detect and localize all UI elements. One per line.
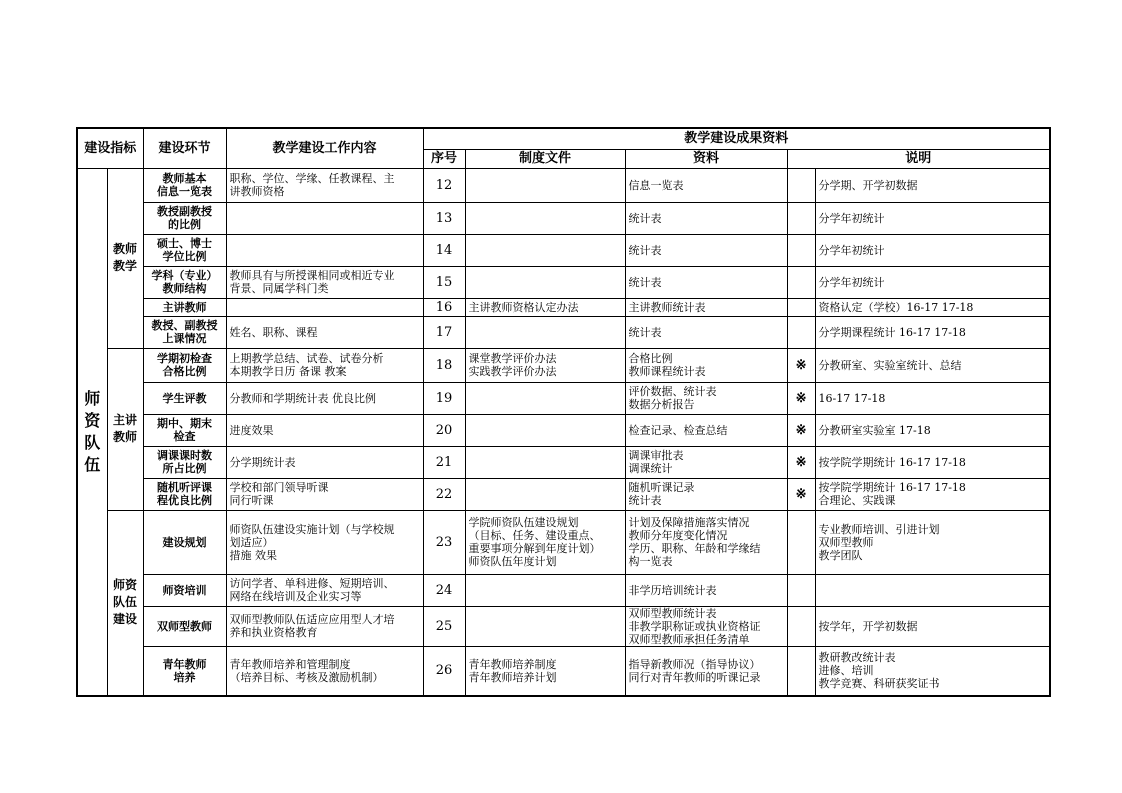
link-cell: 硕士、博士 学位比例 xyxy=(143,234,226,266)
mark-cell xyxy=(787,574,815,606)
docs-cell: 课堂教学评价办法 实践教学评价办法 xyxy=(465,348,625,382)
content-cell xyxy=(226,234,423,266)
content-cell: 教师具有与所授课相同或相近专业 背景、同属学科门类 xyxy=(226,266,423,298)
mark-cell: ※ xyxy=(787,478,815,510)
table-row xyxy=(77,446,1050,478)
content-cell: 师资队伍建设实施计划（与学校规 划适应） 措施 效果 xyxy=(226,510,423,574)
docs-cell: 学院师资队伍建设规划 （目标、任务、建设重点、 重要事项分解到年度计划） 师资队伍年度计划 xyxy=(465,510,625,574)
materials-cell: 评价数据、统计表 数据分析报告 xyxy=(625,382,787,414)
table-row xyxy=(77,234,1050,266)
notes-cell: 按学年，开学初数据 xyxy=(815,606,1050,646)
seq-cell: 23 xyxy=(423,510,465,574)
docs-cell xyxy=(465,382,625,414)
notes-cell: 专业教师培训、引进计划 双师型教师 教学团队 xyxy=(815,510,1050,574)
content-cell: 双师型教师队伍适应应用型人才培 养和执业资格教育 xyxy=(226,606,423,646)
link-cell: 学期初检查 合格比例 xyxy=(143,348,226,382)
header-notes: 说明 xyxy=(787,149,1050,168)
notes-cell: 分学年初统计 xyxy=(815,234,1050,266)
table-row xyxy=(77,316,1050,348)
content-cell xyxy=(226,202,423,234)
table-row xyxy=(77,510,1050,574)
notes-cell: 分学年初统计 xyxy=(815,202,1050,234)
table-row xyxy=(77,266,1050,298)
table-row xyxy=(77,382,1050,414)
seq-cell: 17 xyxy=(423,316,465,348)
materials-cell: 检查记录、检查总结 xyxy=(625,414,787,446)
docs-cell: 青年教师培养制度 青年教师培养计划 xyxy=(465,646,625,696)
materials-cell: 主讲教师统计表 xyxy=(625,298,787,316)
link-cell: 师资培训 xyxy=(143,574,226,606)
seq-cell: 19 xyxy=(423,382,465,414)
seq-cell: 14 xyxy=(423,234,465,266)
mark-cell: ※ xyxy=(787,382,815,414)
seq-cell: 13 xyxy=(423,202,465,234)
notes-cell: 16-17 17-18 xyxy=(815,382,1050,414)
materials-cell: 统计表 xyxy=(625,266,787,298)
docs-cell xyxy=(465,414,625,446)
header-docs: 制度文件 xyxy=(465,149,625,168)
docs-cell: 主讲教师资格认定办法 xyxy=(465,298,625,316)
content-cell: 学校和部门领导听课 同行听课 xyxy=(226,478,423,510)
materials-cell: 调课审批表 调课统计 xyxy=(625,446,787,478)
docs-cell xyxy=(465,202,625,234)
mark-cell xyxy=(787,202,815,234)
mark-cell: ※ xyxy=(787,348,815,382)
header-content: 教学建设工作内容 xyxy=(226,128,423,168)
mark-cell xyxy=(787,168,815,202)
docs-cell xyxy=(465,168,625,202)
mark-cell xyxy=(787,510,815,574)
notes-cell: 按学院学期统计 16-17 17-18 合理论、实践课 xyxy=(815,478,1050,510)
mark-cell xyxy=(787,646,815,696)
seq-cell: 24 xyxy=(423,574,465,606)
link-cell: 随机听评课 程优良比例 xyxy=(143,478,226,510)
materials-cell: 信息一览表 xyxy=(625,168,787,202)
seq-cell: 18 xyxy=(423,348,465,382)
content-cell: 职称、学位、学缘、任教课程、主 讲教师资格 xyxy=(226,168,423,202)
content-cell: 分学期统计表 xyxy=(226,446,423,478)
materials-cell: 指导新教师况（指导协议） 同行对青年教师的听课记录 xyxy=(625,646,787,696)
mark-cell xyxy=(787,266,815,298)
table-row xyxy=(77,574,1050,606)
link-cell: 青年教师 培养 xyxy=(143,646,226,696)
table-row xyxy=(77,298,1050,316)
table-row xyxy=(77,478,1050,510)
table-row xyxy=(77,646,1050,696)
seq-cell: 16 xyxy=(423,298,465,316)
table-row xyxy=(77,414,1050,446)
header-results: 教学建设成果资料 xyxy=(423,128,1050,149)
mark-cell xyxy=(787,234,815,266)
header-link: 建设环节 xyxy=(143,128,226,168)
seq-cell: 12 xyxy=(423,168,465,202)
seq-cell: 26 xyxy=(423,646,465,696)
docs-cell xyxy=(465,266,625,298)
content-cell: 上期教学总结、试卷、试卷分析 本期教学日历 备课 教案 xyxy=(226,348,423,382)
notes-cell: 分教研室实验室 17-18 xyxy=(815,414,1050,446)
results-table xyxy=(76,127,1051,697)
table-row xyxy=(77,202,1050,234)
docs-cell xyxy=(465,478,625,510)
link-cell: 学生评教 xyxy=(143,382,226,414)
notes-cell: 分学期课程统计 16-17 17-18 xyxy=(815,316,1050,348)
content-cell xyxy=(226,298,423,316)
docs-cell xyxy=(465,234,625,266)
category-cell: 师 资 队 伍 xyxy=(77,168,107,696)
header-indicator: 建设指标 xyxy=(77,128,143,168)
mark-cell xyxy=(787,316,815,348)
table-row xyxy=(77,348,1050,382)
notes-cell xyxy=(815,574,1050,606)
link-cell: 调课课时数 所占比例 xyxy=(143,446,226,478)
materials-cell: 随机听课记录 统计表 xyxy=(625,478,787,510)
docs-cell xyxy=(465,446,625,478)
header-materials: 资料 xyxy=(625,149,787,168)
docs-cell xyxy=(465,606,625,646)
docs-cell xyxy=(465,316,625,348)
link-cell: 教授副教授 的比例 xyxy=(143,202,226,234)
docs-cell xyxy=(465,574,625,606)
mark-cell xyxy=(787,606,815,646)
notes-cell: 分教研室、实验室统计、总结 xyxy=(815,348,1050,382)
notes-cell: 教研教改统计表 进修、培训 教学竞赛、科研获奖证书 xyxy=(815,646,1050,696)
seq-cell: 25 xyxy=(423,606,465,646)
group-cell: 师资 队伍 建设 xyxy=(107,510,143,696)
group-cell: 教师 教学 xyxy=(107,168,143,348)
notes-cell: 分学年初统计 xyxy=(815,266,1050,298)
seq-cell: 21 xyxy=(423,446,465,478)
notes-cell: 资格认定（学校）16-17 17-18 xyxy=(815,298,1050,316)
link-cell: 期中、期末 检查 xyxy=(143,414,226,446)
notes-cell: 分学期、开学初数据 xyxy=(815,168,1050,202)
table-row xyxy=(77,606,1050,646)
mark-cell xyxy=(787,298,815,316)
materials-cell: 统计表 xyxy=(625,234,787,266)
materials-cell: 双师型教师统计表 非教学职称证或执业资格证 双师型教师承担任务清单 xyxy=(625,606,787,646)
notes-cell: 按学院学期统计 16-17 17-18 xyxy=(815,446,1050,478)
materials-cell: 统计表 xyxy=(625,316,787,348)
content-cell: 访问学者、单科进修、短期培训、 网络在线培训及企业实习等 xyxy=(226,574,423,606)
seq-cell: 15 xyxy=(423,266,465,298)
mark-cell: ※ xyxy=(787,414,815,446)
link-cell: 双师型教师 xyxy=(143,606,226,646)
seq-cell: 20 xyxy=(423,414,465,446)
link-cell: 教授、副教授 上课情况 xyxy=(143,316,226,348)
group-cell: 主讲 教师 xyxy=(107,348,143,510)
link-cell: 主讲教师 xyxy=(143,298,226,316)
content-cell: 青年教师培养和管理制度 （培养目标、考核及激励机制） xyxy=(226,646,423,696)
link-cell: 教师基本 信息一览表 xyxy=(143,168,226,202)
table-row xyxy=(77,168,1050,202)
seq-cell: 22 xyxy=(423,478,465,510)
mark-cell: ※ xyxy=(787,446,815,478)
header-seq: 序号 xyxy=(423,149,465,168)
materials-cell: 计划及保障措施落实情况 教师分年度变化情况 学历、职称、年龄和学缘结 构一览表 xyxy=(625,510,787,574)
content-cell: 分教师和学期统计表 优良比例 xyxy=(226,382,423,414)
materials-cell: 合格比例 教师课程统计表 xyxy=(625,348,787,382)
link-cell: 学科（专业） 教师结构 xyxy=(143,266,226,298)
content-cell: 进度效果 xyxy=(226,414,423,446)
materials-cell: 非学历培训统计表 xyxy=(625,574,787,606)
content-cell: 姓名、职称、课程 xyxy=(226,316,423,348)
link-cell: 建设规划 xyxy=(143,510,226,574)
materials-cell: 统计表 xyxy=(625,202,787,234)
